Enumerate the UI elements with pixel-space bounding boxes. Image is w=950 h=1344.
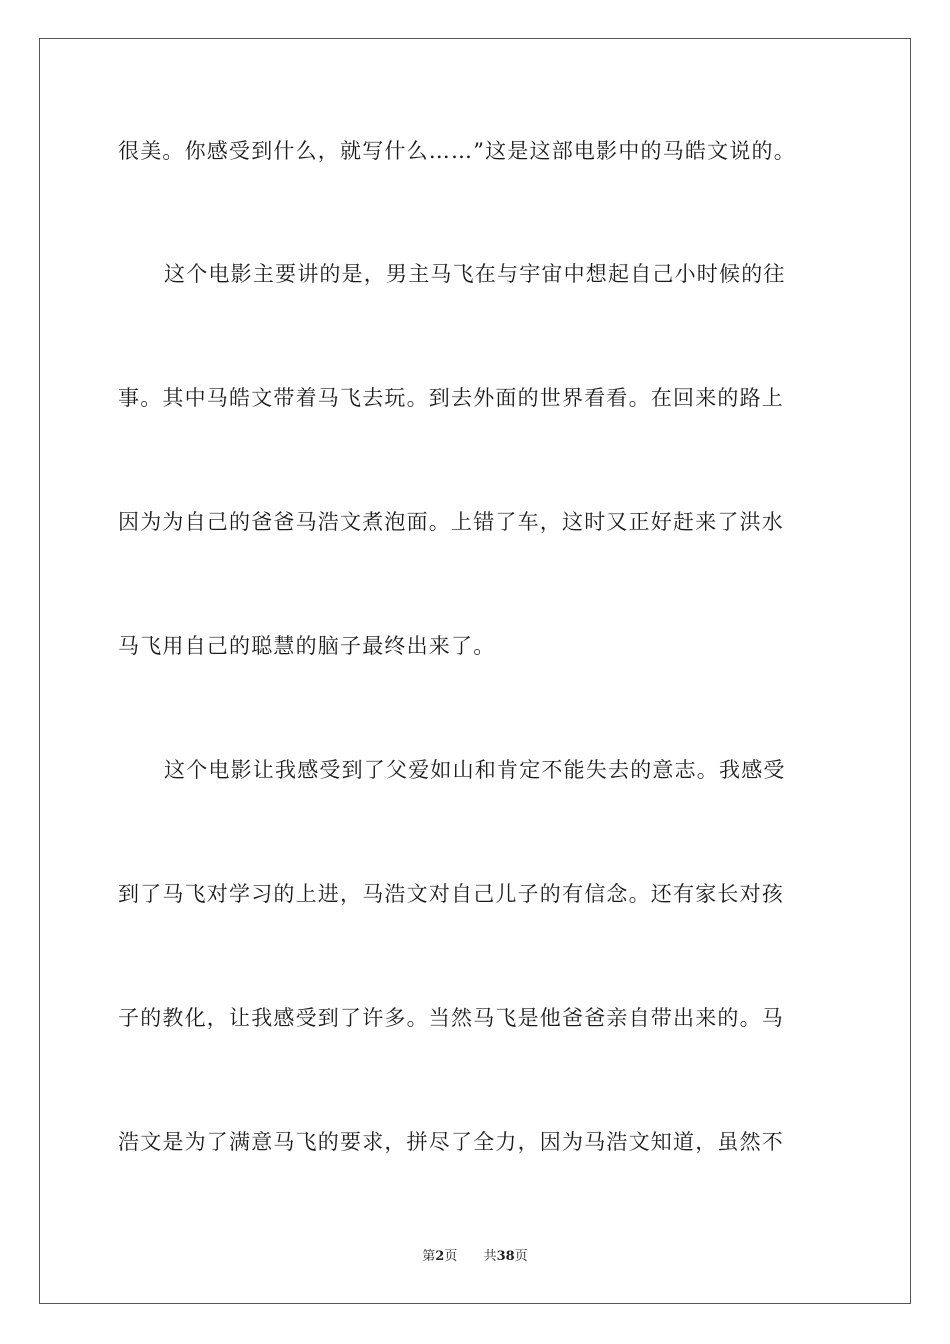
page-border: [39, 38, 911, 1304]
text-line: 这个电影让我感受到了父爱如山和肯定不能失去的意志。我感受: [164, 758, 786, 782]
text-line: 到了马飞对学习的上进，马浩文对自己儿子的有信念。还有家长对孩: [118, 882, 784, 906]
text-line: 浩文是为了满意马飞的要求，拼尽了全力，因为马浩文知道，虽然不: [118, 1130, 784, 1154]
page-prefix: 第: [422, 1249, 436, 1264]
page-footer: [0, 1248, 950, 1266]
total-prefix: 共: [483, 1249, 497, 1264]
page-suffix: 页: [444, 1249, 458, 1264]
text-line: 这个电影主要讲的是，男主马飞在与宇宙中想起自己小时候的往: [164, 262, 786, 286]
page-number: 2: [435, 1249, 445, 1264]
text-line: 因为为自己的爸爸马浩文煮泡面。上错了车，这时又正好赶来了洪水: [118, 510, 784, 534]
total-pages-label: [484, 1249, 528, 1264]
text-line: 事。其中马皓文带着马飞去玩。到去外面的世界看看。在回来的路上: [118, 386, 784, 410]
text-line: 很美。你感受到什么，就写什么……”这是这部电影中的马皓文说的。: [118, 139, 796, 163]
total-pages: 38: [496, 1249, 515, 1264]
text-line: 子的教化，让我感受到了许多。当然马飞是他爸爸亲自带出来的。马: [118, 1006, 784, 1030]
page-number-label: [422, 1249, 461, 1264]
text-line: 马飞用自己的聪慧的脑子最终出来了。: [118, 634, 496, 658]
total-suffix: 页: [514, 1249, 528, 1264]
